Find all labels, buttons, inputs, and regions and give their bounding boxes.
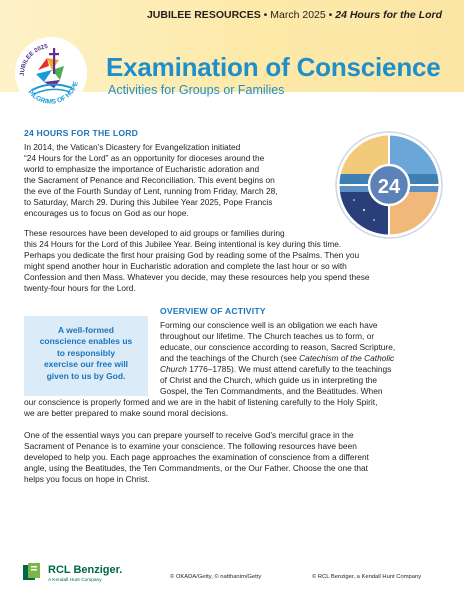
catechism-title-end: Church (160, 364, 187, 374)
resources-line: this 24 Hours for the Lord of this Jubilee Year. Being intentional is key during this time. (24, 239, 342, 249)
callout-line: exercise our free will (43, 359, 129, 370)
copyright: © RCL Benziger, a Kendall Hunt Company (312, 574, 422, 580)
intro-line: “24 Hours for the Lord” as an opportunity for dioceses around the (24, 153, 265, 163)
resources-line: These resources have been developed to aid groups or families during (24, 228, 285, 238)
intro-line: encourages us to focus on God as our hope. (24, 208, 189, 218)
overview-line-with-citation (160, 364, 391, 375)
jubilee-logo (14, 36, 88, 110)
overview-line: our conscience is properly formed and we are in the habit of listening carefully to the Holy Spirit, (24, 397, 378, 407)
overview-line: educate, our conscience according to reason, Sacred Scripture, (160, 342, 396, 352)
resources-line: Confession and then Mass. Whatever you decide, may these resources help you spend these (24, 272, 370, 282)
callout-box (24, 316, 148, 396)
callout-line: given to us by God. (46, 370, 126, 381)
page-subtitle: Activities for Groups or Families (108, 83, 285, 97)
overview-heading: OVERVIEW OF ACTIVITY (160, 306, 266, 316)
catechism-title: Catechism of the Catholic (299, 353, 395, 363)
closing-line: helps you focus on hope in Christ. (24, 474, 150, 484)
series-event: 24 Hours for the Lord (335, 9, 442, 21)
overview-line: Gospel, the Ten Commandments, and the Beatitudes. When (160, 386, 383, 396)
series-separator: • March 2025 • (260, 9, 336, 21)
logo-text-top: JUBILEE 2025 (19, 44, 49, 77)
24-hours-emblem (334, 130, 444, 240)
logo-text-bottom: PILGRIMS OF HOPE (26, 80, 80, 106)
resources-line: Perhaps you dedicate the first hour praising God by reading some of the Psalms. Then you (24, 250, 360, 260)
closing-line: angle, using the Beatitudes, the Ten Commandments, or the Our Father. Choose the one that (24, 463, 369, 473)
intro-line: In 2014, the Vatican’s Dicastery for Evangelization initiated (24, 142, 241, 152)
resources-line: twenty-four hours for the Lord. (24, 283, 136, 293)
intro-line: the eve of the Fourth Sunday of Lent, running from Friday, March 28, (24, 186, 278, 196)
intro-line: world to emphasize the importance of Eucharistic adoration and (24, 164, 260, 174)
callout-line: conscience enables us (39, 336, 133, 347)
intro-heading: 24 HOURS FOR THE LORD (24, 128, 139, 138)
resources-line: might spend another hour in Eucharistic adoration and complete the last hour or so with (24, 261, 347, 271)
overview-line: and the teachings of the Church (see (160, 353, 300, 363)
closing-line: developed to help you. Each page approaches the examination of conscience from a different (24, 452, 369, 462)
series-line (147, 9, 442, 21)
overview-line: of Christ and the Church, which guide us in interpreting the (160, 375, 378, 385)
photo-credit: © OKADA/Getty, © natthanim/Getty (170, 574, 262, 580)
brand-name: RCL Benziger. (48, 564, 123, 576)
overview-line: 1776–1785). We must attend carefully to the teachings (186, 364, 392, 374)
callout-line: to responsibly (56, 347, 116, 358)
intro-line: to Saturday, March 29. During this Jubilee Year 2025, Pope Francis (24, 197, 273, 207)
overview-line: we are better prepared to make sound moral decisions. (24, 408, 229, 418)
series-name: JUBILEE RESOURCES (146, 9, 261, 21)
overview-line-with-citation (160, 353, 394, 364)
intro-line: the Sacrament of Penance and Reconciliation. This event begins on (24, 175, 275, 185)
closing-line: One of the essential ways you can prepare yourself to receive God’s merciful grace in the (24, 430, 354, 440)
emblem-number: 24 (377, 176, 401, 198)
overview-line: Forming our conscience well is an obligation we each have (160, 320, 378, 330)
closing-line: Sacrament of Penance is to examine your conscience. The following resources have been (24, 441, 357, 451)
rcl-book-icon (22, 562, 42, 582)
page-title: Examination of Conscience (106, 52, 441, 82)
overview-line: throughout our lifetime. The Church teaches us to form, or (160, 331, 375, 341)
callout-line: A well-formed (58, 325, 114, 335)
brand-subtitle: A Kendall Hunt Company (48, 578, 102, 583)
